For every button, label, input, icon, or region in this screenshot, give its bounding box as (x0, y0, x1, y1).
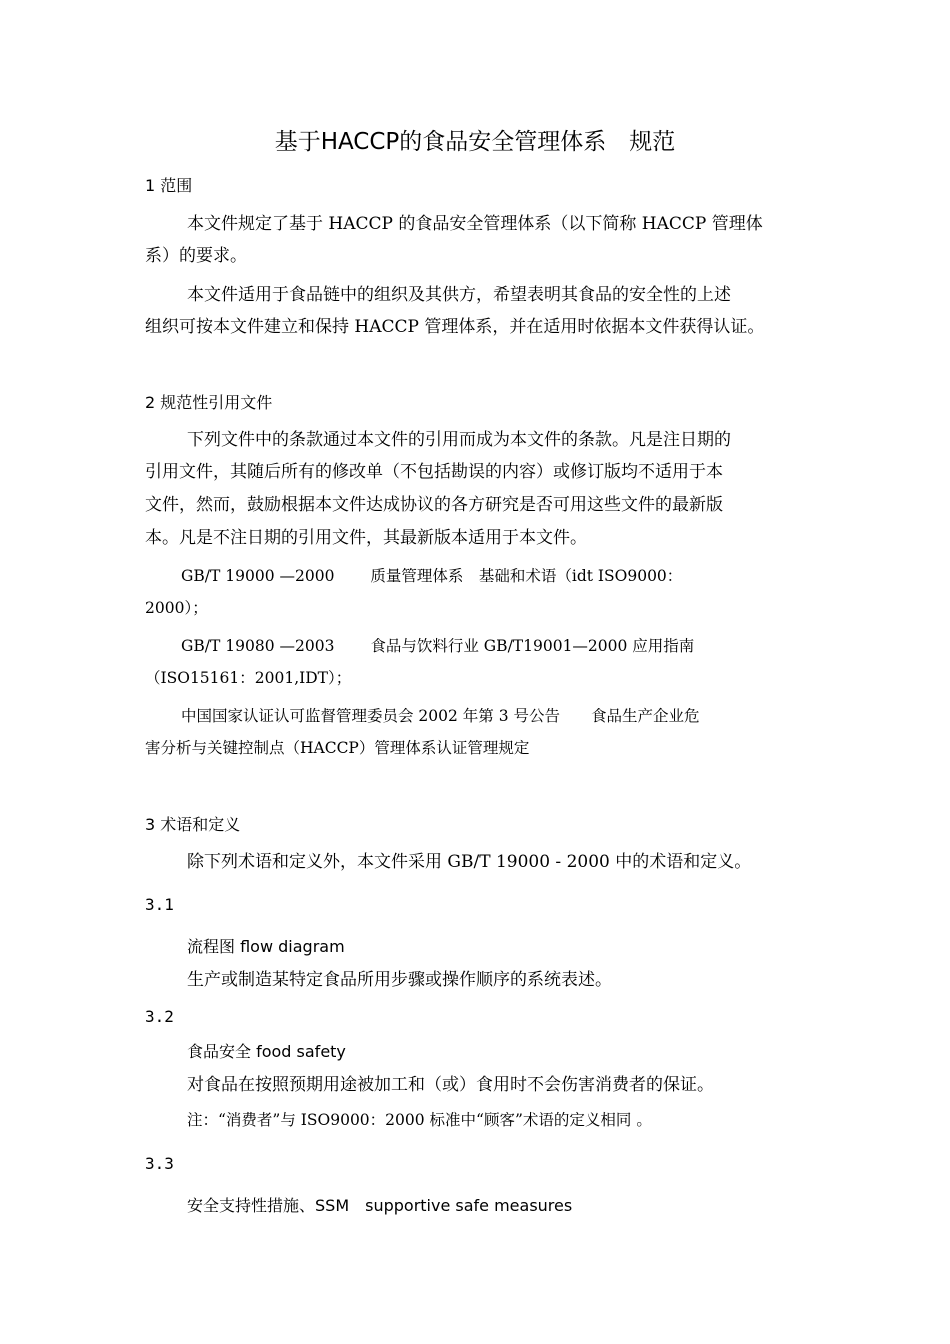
section-3-heading: 3 术语和定义 (145, 815, 241, 834)
reference-3-line-1: 中国国家认证认可监督管理委员会 2002 年第 3 号公告 食品生产企业危 (181, 707, 700, 725)
section-3-intro: 除下列术语和定义外，本文件采用 GB/T 19000 - 2000 中的术语和定义。 (187, 852, 752, 872)
section-1-heading: 1 范围 (145, 176, 193, 195)
section-2-heading: 2 规范性引用文件 (145, 393, 273, 412)
reference-2-line-2: （ISO15161：2001,IDT）； (145, 669, 352, 687)
term-3-2-note: 注：“消费者”与 ISO9000：2000 标准中“顾客”术语的定义相同 。 (187, 1111, 652, 1129)
section-1-paragraph-1-line-1: 本文件规定了基于 HACCP 的食品安全管理体系（以下简称 HACCP 管理体 (187, 214, 763, 234)
term-3-1-definition: 生产或制造某特定食品所用步骤或操作顺序的系统表述。 (187, 970, 612, 990)
section-2-paragraph-line-1: 下列文件中的条款通过本文件的引用而成为本文件的条款。凡是注日期的 (187, 430, 731, 450)
term-3-3-name: 安全支持性措施、SSM supportive safe measures (187, 1196, 573, 1215)
section-1-paragraph-1-line-2: 系）的要求。 (145, 246, 247, 266)
reference-3-line-2: 害分析与关键控制点（HACCP）管理体系认证管理规定 (145, 739, 530, 757)
term-3-2-name: 食品安全 food safety (187, 1042, 346, 1061)
section-2-paragraph-line-4: 本。凡是不注日期的引用文件，其最新版本适用于本文件。 (145, 528, 587, 548)
term-3-1-name: 流程图 flow diagram (187, 937, 345, 956)
term-3-1-number: 3.1 (145, 895, 174, 914)
section-2-paragraph-line-2: 引用文件，其随后所有的修改单（不包括勘误的内容）或修订版均不适用于本 (145, 462, 723, 482)
term-3-3-number: 3.3 (145, 1154, 174, 1173)
section-1-paragraph-2-line-1: 本文件适用于食品链中的组织及其供方，希望表明其食品的安全性的上述 (187, 285, 731, 305)
section-1-paragraph-2-line-2: 组织可按本文件建立和保持 HACCP 管理体系，并在适用时依据本文件获得认证。 (145, 317, 765, 337)
reference-2-line-1: GB/T 19080 —2003 食品与饮料行业 GB/T19001—2000 应用指南 (181, 637, 695, 655)
section-2-paragraph-line-3: 文件，然而，鼓励根据本文件达成协议的各方研究是否可用这些文件的最新版 (145, 495, 723, 515)
reference-1-line-2: 2000）； (145, 599, 208, 617)
reference-1-line-1: GB/T 19000 —2000 质量管理体系 基础和术语（idt ISO9000： (181, 567, 683, 585)
document-title: 基于HACCP的食品安全管理体系 规范 (274, 129, 676, 155)
term-3-2-definition: 对食品在按照预期用途被加工和（或）食用时不会伤害消费者的保证。 (187, 1075, 714, 1095)
term-3-2-number: 3.2 (145, 1007, 174, 1026)
